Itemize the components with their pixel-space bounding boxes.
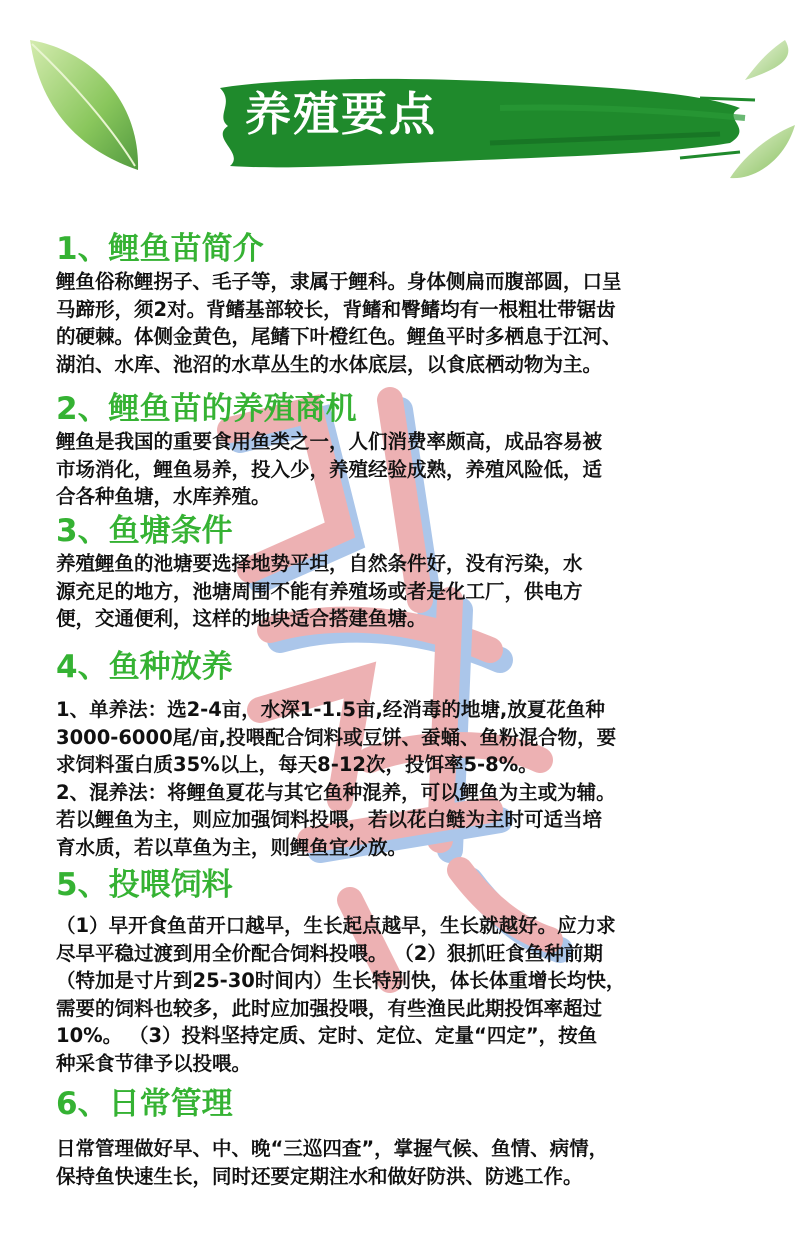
page-title: 养殖要点 (245, 87, 437, 141)
section-business-opportunity (56, 390, 746, 511)
section-heading: 3、鱼塘条件 (56, 513, 233, 549)
section-daily-management (56, 1085, 746, 1190)
section-stocking (56, 648, 746, 861)
text-line: 鲤鱼是我国的重要食用鱼类之一，人们消费率颇高，成品容易被 (56, 430, 603, 453)
section-heading: 1、鲤鱼苗简介 (56, 231, 264, 267)
section-body (56, 428, 746, 511)
text-line: 的硬棘。体侧金黄色，尾鳍下叶橙红色。鲤鱼平时多栖息于江河、 (56, 325, 622, 348)
section-heading: 2、鲤鱼苗的养殖商机 (56, 391, 357, 427)
section-heading: 6、日常管理 (56, 1086, 233, 1122)
text-line: 日常管理做好早、中、晚“三巡四查”，掌握气候、鱼情、病情， (56, 1137, 609, 1160)
section-body (56, 912, 746, 1077)
section-carp-fry-intro (56, 230, 746, 378)
text-line: 源充足的地方，池塘周围不能有养殖场或者是化工厂，供电方 (56, 579, 583, 603)
section-feeding (56, 866, 746, 1077)
section-heading: 4、鱼种放养 (56, 649, 233, 685)
text-line: 育水质，若以草鱼为主，则鲤鱼宜少放。 (56, 835, 408, 859)
text-line: 求饲料蛋白质35%以上，每天8-12次，投饵率5-8%。 (56, 753, 538, 776)
text-line: 种采食节律予以投喂。 (56, 1051, 252, 1075)
text-line: （1）早开食鱼苗开口越早，生长起点越早，生长就越好。应力求 (56, 914, 616, 937)
text-line: 1、单养法：选2-4亩，水深1-1.5亩,经消毒的地塘,放夏花鱼种 (56, 698, 605, 721)
text-line: 3000-6000尾/亩,投喂配合饲料或豆饼、蚕蛹、鱼粉混合物，要 (56, 725, 617, 749)
section-pond-conditions (56, 512, 746, 633)
section-heading: 5、投喂饲料 (56, 867, 233, 903)
text-line: 养殖鲤鱼的池塘要选择地势平坦，自然条件好，没有污染，水 (56, 552, 583, 575)
leaf-left-icon (20, 30, 150, 180)
section-body (56, 268, 746, 378)
text-line: （特加是寸片到25-30时间内）生长特别快，体长体重增长均快， (56, 969, 626, 992)
text-line: 便，交通便利，这样的地块适合搭建鱼塘。 (56, 607, 427, 630)
text-line: 市场消化，鲤鱼易养，投入少，养殖经验成熟，养殖风险低，适 (56, 457, 603, 481)
text-line: 鲤鱼俗称鲤拐子、毛子等，隶属于鲤科。身体侧扁而腹部圆，口呈 (56, 270, 622, 293)
text-line: 保持鱼快速生长，同时还要定期注水和做好防洪、防逃工作。 (56, 1164, 583, 1188)
section-body (56, 696, 746, 861)
section-body (56, 1135, 746, 1190)
text-line: 湖泊、水库、池沼的水草丛生的水体底层，以食底栖动物为主。 (56, 352, 603, 376)
text-line: 合各种鱼塘，水库养殖。 (56, 485, 271, 508)
text-line: 2、混养法：将鲤鱼夏花与其它鱼种混养，可以鲤鱼为主或为辅。 (56, 780, 616, 804)
text-line: 需要的饲料也较多，此时应加强投喂，有些渔民此期投饵率超过 (56, 996, 603, 1020)
text-line: 马蹄形，须2对。背鳍基部较长，背鳍和臀鳍均有一根粗壮带锯齿 (56, 297, 616, 321)
text-line: 10%。 （3）投料坚持定质、定时、定位、定量“四定”，按鱼 (56, 1024, 598, 1047)
text-line: 若以鲤鱼为主，则应加强饲料投喂，若以花白鲢为主时可适当培 (56, 808, 603, 831)
section-body (56, 550, 746, 633)
text-line: 尽早平稳过渡到用全价配合饲料投喂。 （2）狠抓旺食鱼种前期 (56, 941, 603, 965)
